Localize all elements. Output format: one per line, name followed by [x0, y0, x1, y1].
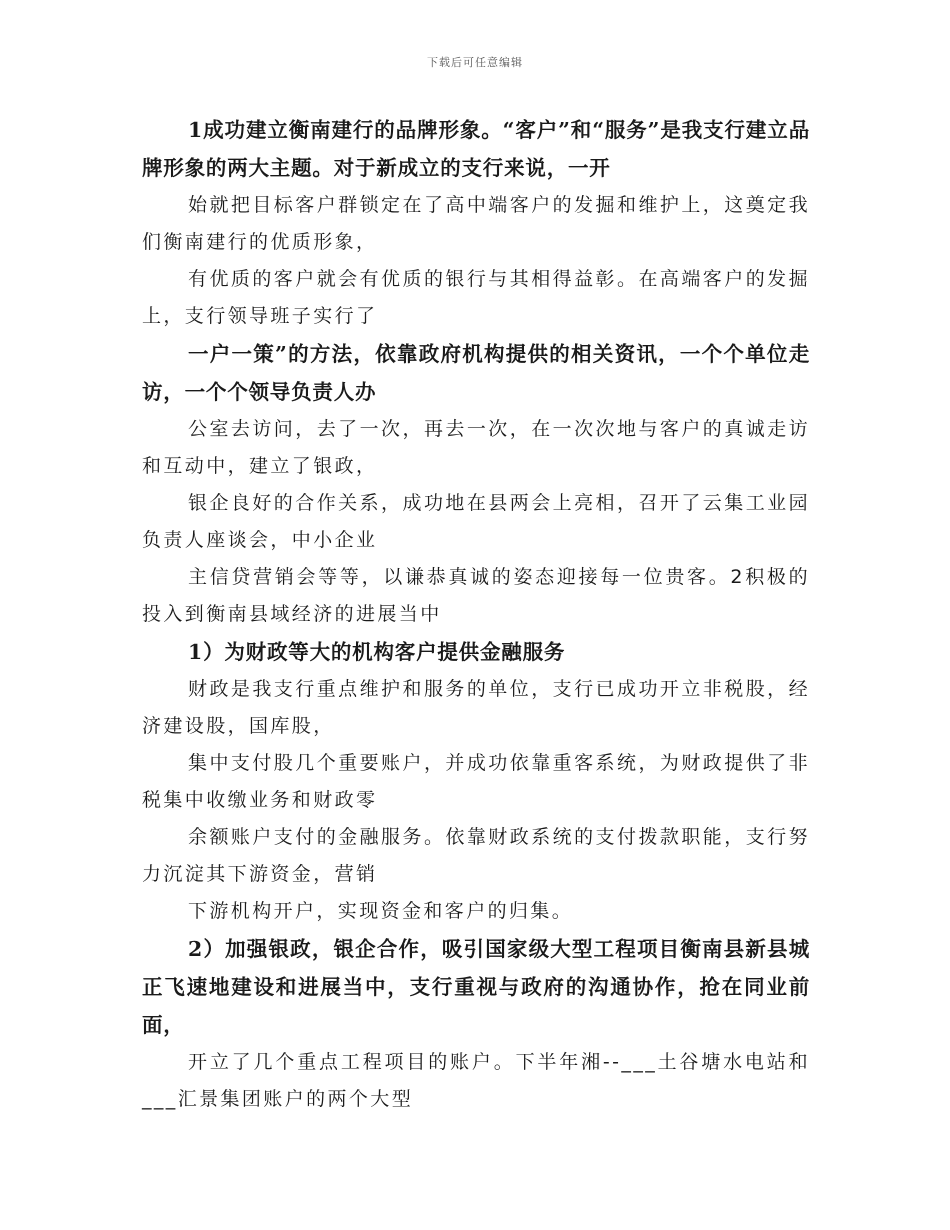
paragraph-12: 下游机构开户，实现资金和客户的归集。 [188, 900, 574, 922]
paragraph-14: 开立了几个重点工程项目的账户。下半年湘--___土谷塘水电站和___汇景集团账户的两个大型 [142, 1051, 810, 1110]
paragraph-6: 银企良好的合作关系，成功地在县两会上亮相，召开了云集工业园负责人座谈会，中小企业 [142, 492, 810, 551]
paragraph-2: 始就把目标客户群锁定在了高中端客户的发掘和维护上，这奠定我们衡南建行的优质形象， [142, 194, 810, 253]
paragraph-11: 余额账户支付的金融服务。依靠财政系统的支付拨款职能，支行努力沉淀其下游资金，营销 [142, 826, 810, 885]
paragraph-3: 有优质的客户就会有优质的银行与其相得益彰。在高端客户的发掘上，支行领导班子实行了 [142, 268, 810, 327]
paragraph-10: 集中支付股几个重要账户，并成功依靠重客系统，为财政提供了非税集中收缴业务和财政零 [142, 752, 810, 811]
paragraph-8: 1）为财政等大的机构客户提供金融服务 [188, 640, 566, 664]
paragraph-9: 财政是我支行重点维护和服务的单位，支行已成功开立非税股，经济建设股，国库股， [142, 678, 810, 737]
page-header-note: 下载后可任意编辑 [427, 56, 523, 69]
paragraph-13: 2）加强银政，银企合作，吸引国家级大型工程项目衡南县新县城正飞速地建设和进展当中，支行重视与政府的沟通协作，抢在同业前面， [142, 937, 810, 1037]
document-body [142, 111, 810, 1118]
paragraph-5: 公室去访问，去了一次，再去一次，在一次次地与客户的真诚走访和互动中，建立了银政， [142, 418, 810, 477]
paragraph-7: 主信贷营销会等等，以谦恭真诚的姿态迎接每一位贵客。2积极的投入到衡南县域经济的进展当中 [142, 566, 810, 625]
paragraph-1: 1成功建立衡南建行的品牌形象。“客户”和“服务”是我支行建立品牌形象的两大主题。对于新成立的支行来说，一开 [142, 118, 810, 180]
paragraph-4: 一户一策”的方法，依靠政府机构提供的相关资讯，一个个单位走访，一个个领导负责人办 [142, 342, 810, 404]
